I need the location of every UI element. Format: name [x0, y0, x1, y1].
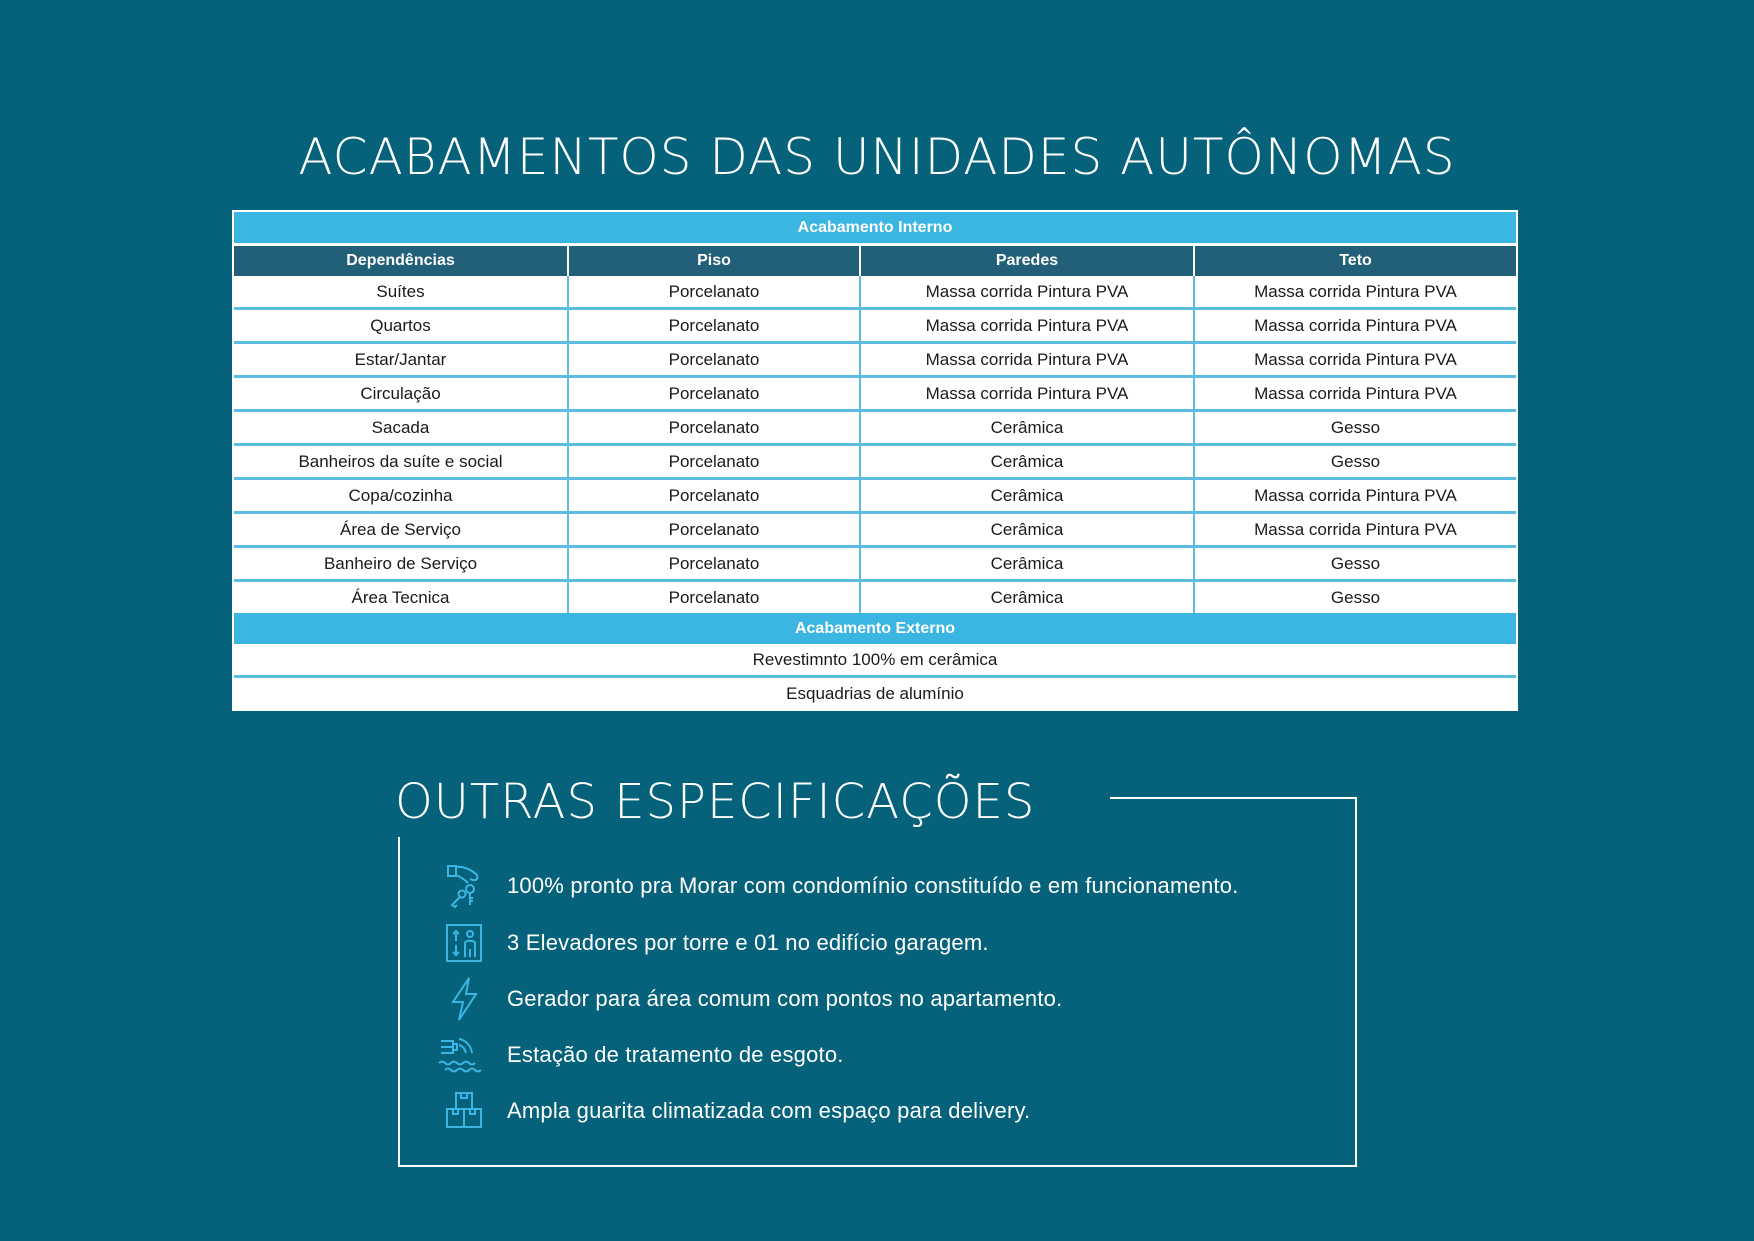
cell-dependencia: Copa/cozinha [234, 479, 568, 513]
cell-paredes: Cerâmica [860, 547, 1194, 581]
cell-teto: Gesso [1194, 581, 1516, 614]
box-border-bottom [398, 1165, 1357, 1167]
cell-paredes: Cerâmica [860, 411, 1194, 445]
cell-paredes: Massa corrida Pintura PVA [860, 309, 1194, 343]
box-border-top [1110, 797, 1357, 799]
table-row [234, 411, 1516, 445]
cell-dependencia: Área de Serviço [234, 513, 568, 547]
spec-text: 100% pronto pra Morar com condomínio constituído e em funcionamento. [507, 873, 1239, 898]
table-row [234, 343, 1516, 377]
column-header-row [234, 245, 1516, 277]
cell-teto: Gesso [1194, 411, 1516, 445]
cell-teto: Massa corrida Pintura PVA [1194, 276, 1516, 309]
cell-piso: Porcelanato [568, 377, 860, 411]
external-row [234, 677, 1516, 710]
table-row [234, 377, 1516, 411]
cell-piso: Porcelanato [568, 411, 860, 445]
page-title: ACABAMENTOS DAS UNIDADES AUTÔNOMAS [298, 128, 1456, 186]
external-finish: Revestimnto 100% em cerâmica [234, 644, 1516, 677]
stacked-boxes-icon [436, 1087, 492, 1135]
spec-item [436, 974, 1062, 1024]
table-row [234, 513, 1516, 547]
cell-teto: Massa corrida Pintura PVA [1194, 513, 1516, 547]
lightning-icon [436, 975, 492, 1023]
cell-piso: Porcelanato [568, 513, 860, 547]
cell-paredes: Cerâmica [860, 581, 1194, 614]
table-row [234, 276, 1516, 309]
column-header-dependencias: Dependências [234, 245, 568, 277]
cell-dependencia: Banheiros da suíte e social [234, 445, 568, 479]
external-finish: Esquadrias de alumínio [234, 677, 1516, 710]
spec-text: Ampla guarita climatizada com espaço para delivery. [507, 1098, 1031, 1123]
cell-paredes: Cerâmica [860, 445, 1194, 479]
cell-dependencia: Sacada [234, 411, 568, 445]
cell-dependencia: Quartos [234, 309, 568, 343]
cell-piso: Porcelanato [568, 445, 860, 479]
cell-paredes: Cerâmica [860, 513, 1194, 547]
internal-section-label: Acabamento Interno [234, 212, 1516, 245]
sewage-outflow-icon [436, 1031, 492, 1079]
column-header-paredes: Paredes [860, 245, 1194, 277]
table-row [234, 309, 1516, 343]
external-section-label: Acabamento Externo [234, 613, 1516, 644]
cell-teto: Massa corrida Pintura PVA [1194, 479, 1516, 513]
cell-piso: Porcelanato [568, 343, 860, 377]
cell-paredes: Massa corrida Pintura PVA [860, 276, 1194, 309]
cell-dependencia: Banheiro de Serviço [234, 547, 568, 581]
spec-text: 3 Elevadores por torre e 01 no edifício garagem. [507, 930, 989, 955]
internal-section-header [234, 212, 1516, 245]
table-row [234, 445, 1516, 479]
box-border-left [398, 837, 400, 1167]
cell-piso: Porcelanato [568, 309, 860, 343]
cell-piso: Porcelanato [568, 479, 860, 513]
cell-teto: Gesso [1194, 445, 1516, 479]
spec-item [436, 1086, 1030, 1136]
cell-piso: Porcelanato [568, 547, 860, 581]
cell-dependencia: Estar/Jantar [234, 343, 568, 377]
box-border-right [1355, 797, 1357, 1167]
column-header-piso: Piso [568, 245, 860, 277]
cell-piso: Porcelanato [568, 276, 860, 309]
cell-dependencia: Área Tecnica [234, 581, 568, 614]
external-row [234, 644, 1516, 677]
cell-paredes: Cerâmica [860, 479, 1194, 513]
spec-text: Estação de tratamento de esgoto. [507, 1042, 844, 1067]
cell-paredes: Massa corrida Pintura PVA [860, 343, 1194, 377]
spec-item [436, 918, 989, 968]
cell-paredes: Massa corrida Pintura PVA [860, 377, 1194, 411]
specs-title: OUTRAS ESPECIFICAÇÕES [395, 774, 1036, 830]
cell-piso: Porcelanato [568, 581, 860, 614]
cell-dependencia: Suítes [234, 276, 568, 309]
hand-keys-icon [436, 862, 492, 910]
cell-teto: Massa corrida Pintura PVA [1194, 343, 1516, 377]
spec-item [436, 861, 1238, 911]
finishes-table [232, 210, 1518, 711]
cell-teto: Massa corrida Pintura PVA [1194, 377, 1516, 411]
elevator-icon [436, 919, 492, 967]
cell-dependencia: Circulação [234, 377, 568, 411]
table-row [234, 581, 1516, 614]
cell-teto: Gesso [1194, 547, 1516, 581]
table-row [234, 547, 1516, 581]
spec-item [436, 1030, 844, 1080]
spec-text: Gerador para área comum com pontos no apartamento. [507, 986, 1063, 1011]
cell-teto: Massa corrida Pintura PVA [1194, 309, 1516, 343]
external-section-header [234, 613, 1516, 644]
column-header-teto: Teto [1194, 245, 1516, 277]
table-row [234, 479, 1516, 513]
